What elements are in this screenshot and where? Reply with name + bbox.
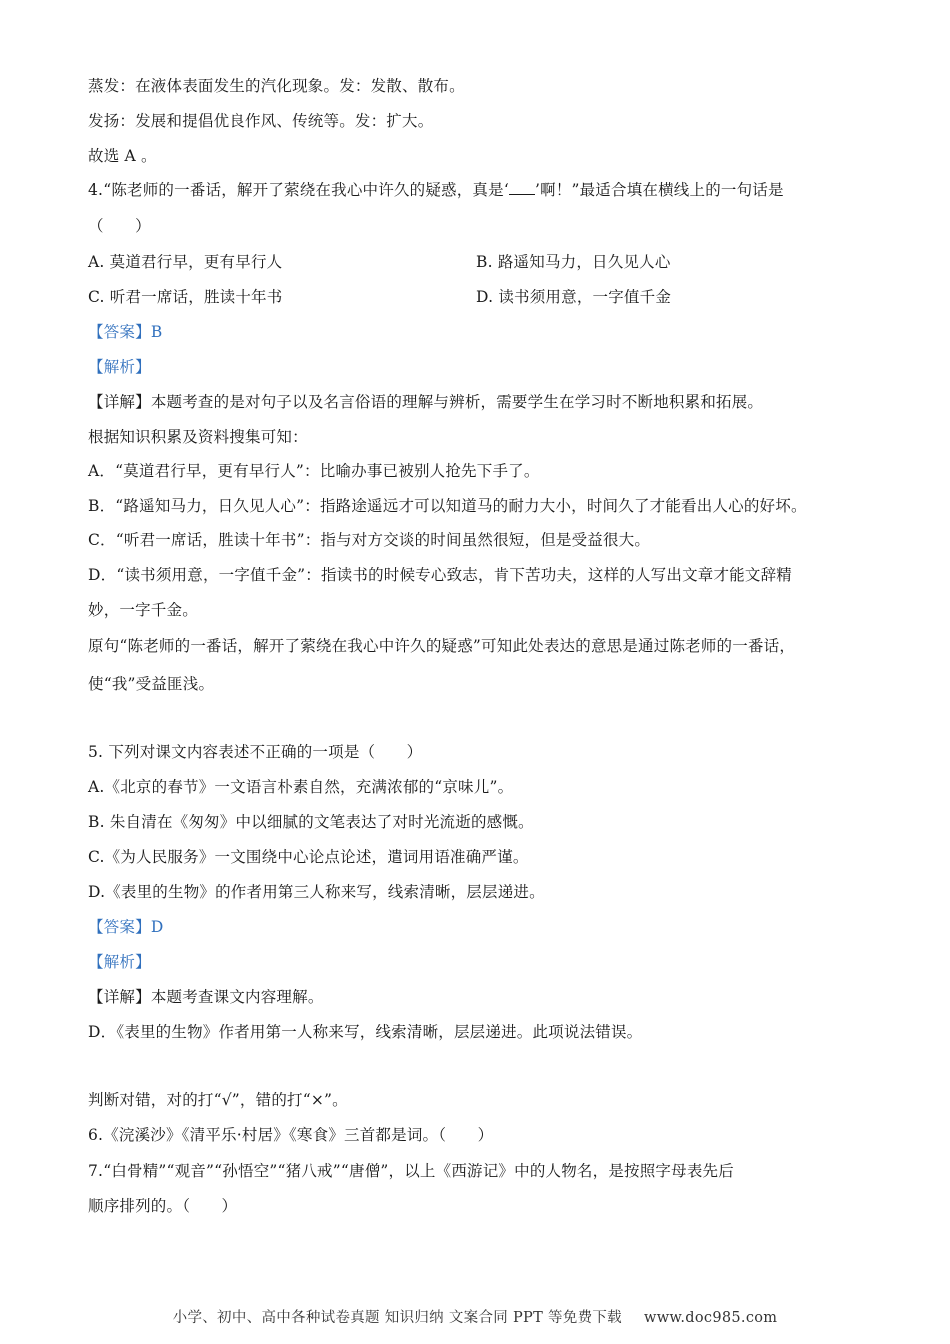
- q4-answer-tag: 【答案】: [88, 323, 151, 341]
- q5-detail-text: 本题考查课文内容理解。: [150, 988, 324, 1006]
- q5-option-b: B. 朱自清在《匆匆》中以细腻的文笔表达了对时光流逝的感慨。: [88, 813, 534, 831]
- q4-knowledge: 根据知识积累及资料搜集可知：: [88, 428, 308, 446]
- q7-statement-line-1: 7.“白骨精”“观音”“孙悟空”“猪八戒”“唐僧”，以上《西游记》中的人物名，是按照字母表先后: [88, 1162, 734, 1180]
- q4-conclusion-line-2: 使“我”受益匪浅。: [88, 675, 215, 693]
- q5-stem: 5. 下列对课文内容表述不正确的一项是（ ）: [88, 743, 423, 761]
- judge-instruction: 判断对错，对的打“√”，错的打“×”。: [88, 1091, 348, 1109]
- q7-statement-line-2: 顺序排列的。（ ）: [88, 1197, 238, 1215]
- q4-answer: [88, 322, 162, 342]
- q4-explain-c: C．“听君一席话，胜读十年书”：指与对方交谈的时间虽然很短，但是受益很大。: [88, 531, 651, 549]
- q4-detail-text: 本题考查的是对句子以及名言俗语的理解与辨析，需要学生在学习时不断地积累和拓展。: [150, 393, 764, 411]
- q6-statement: 6.《浣溪沙》《清平乐·村居》《寒食》三首都是词。（ ）: [88, 1126, 494, 1144]
- q5-option-d: D.《表里的生物》的作者用第三人称来写，线索清晰，层层递进。: [88, 883, 545, 901]
- q5-answer-value: D: [150, 918, 164, 936]
- prev-explanation-line-2: 发扬：发展和提倡优良作风、传统等。发：扩大。: [88, 112, 434, 130]
- q4-stem: [88, 180, 784, 200]
- q4-conclusion-line-1: 原句“陈老师的一番话，解开了萦绕在我心中许久的疑惑”可知此处表达的意思是通过陈老师的一番话，: [88, 637, 796, 655]
- prev-explanation-conclusion: 故选 A 。: [88, 147, 157, 165]
- q4-explain-a: A．“莫道君行早，更有早行人”：比喻办事已被别人抢先下手了。: [88, 462, 540, 480]
- q5-option-c: C.《为人民服务》一文围绕中心论点论述，遣词用语准确严谨。: [88, 848, 529, 866]
- prev-explanation-line-1: 蒸发：在液体表面发生的汽化现象。发：发散、散布。: [88, 77, 465, 95]
- q5-answer: [88, 917, 163, 937]
- q4-option-a: A. 莫道君行早，更有早行人: [88, 253, 283, 271]
- q4-answer-paren: （ ）: [88, 217, 151, 235]
- q5-answer-tag: 【答案】: [88, 918, 151, 936]
- q4-option-b: B. 路遥知马力，日久见人心: [476, 253, 671, 271]
- q4-option-d: D. 读书须用意，一字值千金: [476, 288, 672, 306]
- q4-detail-tag: 【详解】: [88, 393, 151, 411]
- q4-analysis-tag: 【解析】: [88, 358, 151, 376]
- q5-analysis-tag: 【解析】: [88, 953, 151, 971]
- q4-explain-d-line-1: D．“读书须用意，一字值千金”：指读书的时候专心致志，肯下苦功夫，这样的人写出文章才能文辞精: [88, 566, 792, 584]
- q4-detail: [88, 392, 763, 412]
- q4-explain-d-line-2: 妙，一字千金。: [88, 601, 198, 619]
- q4-explain-b: B．“路遥知马力，日久见人心”：指路途遥远才可以知道马的耐力大小，时间久了才能看出人心的好坏。: [88, 497, 807, 515]
- q4-answer-value: B: [150, 323, 163, 341]
- q4-stem-before-blank: 4.“陈老师的一番话，解开了萦绕在我心中许久的疑惑，真是‘: [88, 181, 509, 199]
- footer-text: 小学、初中、高中各种试卷真题 知识归纳 文案合同 PPT 等免费下载: [172, 1310, 622, 1326]
- q4-stem-after-blank: ’啊！”最适合填在横线上的一句话是: [534, 181, 784, 199]
- q5-explain-d: D．《表里的生物》作者用第一人称来写，线索清晰，层层递进。此项说法错误。: [88, 1023, 643, 1041]
- q5-detail-tag: 【详解】: [88, 988, 151, 1006]
- footer-url[interactable]: www.doc985.com: [643, 1310, 778, 1326]
- page-footer: [0, 1306, 950, 1327]
- q4-blank: [509, 180, 535, 195]
- q5-option-a: A.《北京的春节》一文语言朴素自然，充满浓郁的“京味儿”。: [88, 778, 514, 796]
- q4-option-c: C. 听君一席话，胜读十年书: [88, 288, 283, 306]
- q5-detail: [88, 987, 324, 1007]
